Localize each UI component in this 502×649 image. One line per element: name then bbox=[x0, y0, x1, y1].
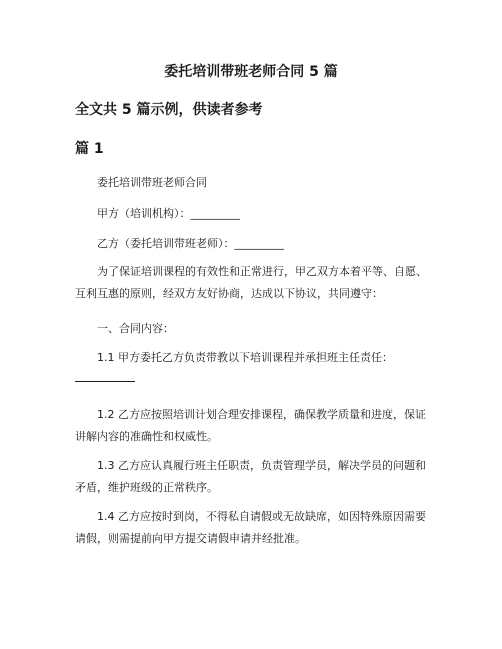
contract-name-paragraph: 委托培训带班老师合同 bbox=[97, 176, 207, 189]
document-summary: 全文共 5 篇示例，供读者参考 bbox=[75, 102, 263, 118]
section-heading: 篇 1 bbox=[75, 141, 104, 157]
clause-1-2-paragraph: 1.2 乙方应按照培训计划合理安排课程，确保教学质量和进度，保证讲解内容的准确性和权威性。 bbox=[75, 408, 426, 443]
party-a-paragraph: 甲方（培训机构）：_________ bbox=[97, 207, 240, 220]
clause-heading-paragraph: 一、合同内容： bbox=[97, 322, 174, 335]
preamble-paragraph: 为了保证培训课程的有效性和正常进行，甲乙双方本着平等、自愿、互利互惠的原则，经双方友好协商，达成以下协议，共同遵守： bbox=[75, 265, 427, 300]
clause-1-3-paragraph: 1.3 乙方应认真履行班主任职责，负责管理学员，解决学员的问题和矛盾，维护班级的正常秩序。 bbox=[75, 459, 426, 494]
document-title: 委托培训带班老师合同 5 篇 bbox=[164, 64, 338, 80]
party-b-paragraph: 乙方（委托培训带班老师）：_________ bbox=[97, 237, 284, 250]
clause-1-1-paragraph: 1.1 甲方委托乙方负责带教以下培训课程并承担班主任责任： bbox=[97, 351, 393, 364]
fill-in-blank-line bbox=[75, 381, 135, 382]
clause-1-4-paragraph: 1.4 乙方应按时到岗，不得私自请假或无故缺席，如因特殊原因需要请假，则需提前向甲方提交请假申请并经批准。 bbox=[75, 510, 426, 545]
